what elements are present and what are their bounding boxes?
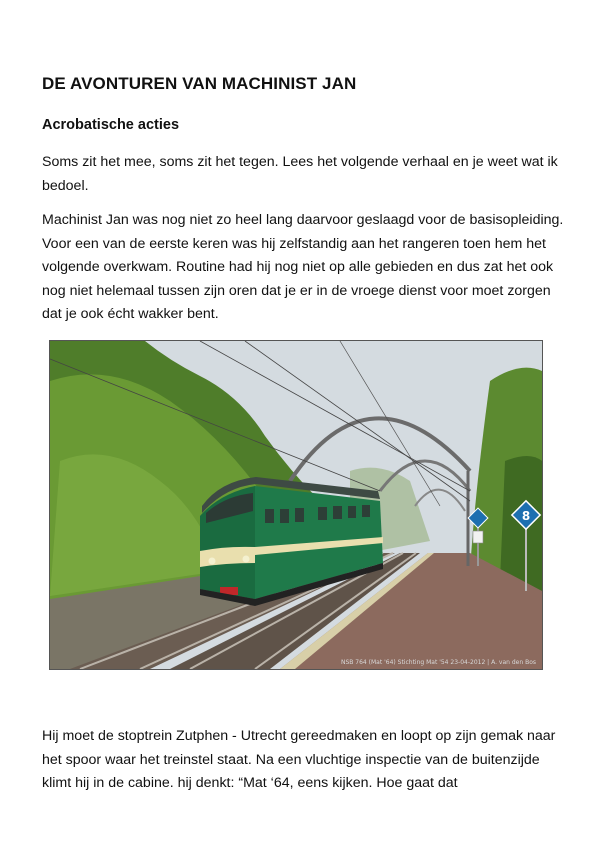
photo-credit: NSB 764 (Mat '64) Stichting Mat '54 23-04-2012 | A. van den Bos: [340, 659, 536, 666]
train-photo-illustration: [50, 341, 542, 669]
paragraph-intro: Soms zit het mee, soms zit het tegen. Lees het volgende verhaal en je weet wat ik bedoel.: [42, 154, 558, 194]
train-photo: [49, 340, 543, 670]
paragraph-continued: Hij moet de stoptrein Zutphen - Utrecht gereedmaken en loopt op zijn gemak naar het spoor waar het treinstel staat. Na een vluchtige inspectie van de buitenzijde klimt hij in de cabine. hij denkt: “Mat ‘64, eens kijken. Hoe gaat dat: [42, 728, 556, 791]
paragraph-story: Machinist Jan was nog niet zo heel lang daarvoor geslaagd voor de basisopleiding. Voor een van de eerste keren was hij zelfstandig aan het rangeren toen hem het volgende overkwam. Routine had hij nog niet op alle gebieden en dus zat het ook nog niet helemaal tussen zijn oren dat je er in de vroege dienst voor moet zorgen dat je ook écht wakker bent.: [42, 212, 564, 322]
document-title: DE AVONTUREN VAN MACHINIST JAN: [42, 74, 357, 93]
platform-sign-number: 8: [521, 509, 531, 523]
section-subtitle: Acrobatische acties: [42, 117, 180, 133]
